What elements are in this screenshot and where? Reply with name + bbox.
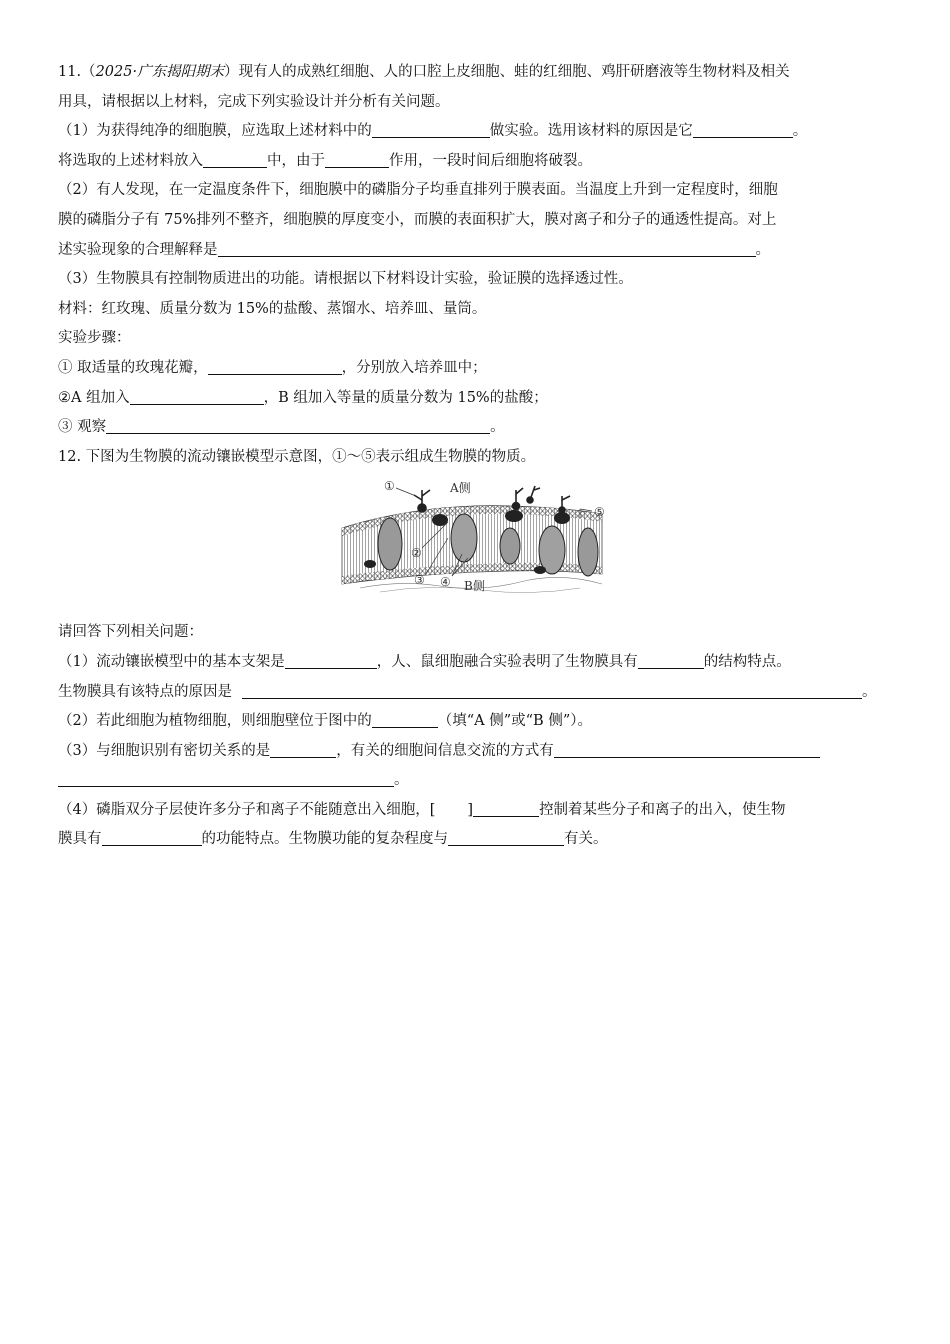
- answer-blank[interactable]: [448, 827, 564, 846]
- q12-part3-line-1: （3）与细胞识别有密切关系的是 ，有关的细胞间信息交流的方式有: [58, 737, 894, 767]
- label-b-side: B侧: [464, 579, 485, 594]
- protein: [451, 514, 477, 562]
- answer-blank[interactable]: [218, 238, 756, 257]
- protein: [500, 528, 520, 564]
- q11-line-1: 11.（2025·广东揭阳期末）现有人的成熟红细胞、人的口腔上皮细胞、蛙的红细胞、鸡肝研磨液等生物材料及相关: [58, 64, 790, 80]
- protein: [378, 518, 402, 570]
- q12-part4-line-2: 膜具有 的功能特点。生物膜功能的复杂程度与 有关。: [58, 825, 894, 855]
- steps-title: 实验步骤：: [58, 330, 131, 347]
- answer-blank[interactable]: [285, 650, 377, 669]
- answer-blank[interactable]: [325, 149, 389, 168]
- materials-line: 材料：红玫瑰、质量分数为 15%的盐酸、蒸馏水、培养皿、量筒。: [58, 300, 487, 317]
- answer-blank[interactable]: [372, 119, 490, 138]
- label-5: ⑤: [594, 505, 605, 520]
- answer-blank[interactable]: [242, 680, 862, 699]
- question-source: 2025·广东揭阳期末: [95, 64, 225, 80]
- q11-part2-line-3: 述实验现象的合理解释是 。: [58, 236, 894, 266]
- q11-part1-line-1: （1）为获得纯净的细胞膜，应选取上述材料中的 做实验。选用该材料的原因是它 。: [58, 117, 894, 147]
- peripheral-protein: [534, 566, 546, 574]
- peripheral-protein: [505, 510, 523, 522]
- label-1: ①: [384, 479, 395, 494]
- worksheet: [58, 58, 894, 855]
- answer-blank[interactable]: [102, 827, 202, 846]
- label-a-side: A侧: [450, 481, 471, 496]
- step-3: ③ 观察 。: [58, 413, 894, 443]
- q12-part2: （2）若此细胞为植物细胞，则细胞壁位于图中的 （填“A 侧”或“B 侧”）。: [58, 707, 894, 737]
- q12-intro: 请回答下列相关问题：: [58, 624, 203, 641]
- q11-part1-line-2: 将选取的上述材料放入 中，由于 作用，一段时间后细胞将破裂。: [58, 147, 894, 177]
- answer-blank[interactable]: [638, 650, 704, 669]
- q12-part3-line-2: 。: [58, 766, 894, 796]
- answer-blank[interactable]: [58, 768, 394, 787]
- answer-blank[interactable]: [130, 386, 264, 405]
- answer-blank[interactable]: [372, 709, 438, 728]
- membrane-figure: [58, 472, 894, 618]
- label-4: ④: [440, 575, 451, 590]
- q11-part2-line-2: 膜的磷脂分子有 75%排列不整齐，细胞膜的厚度变小，而膜的表面积扩大，膜对离子和分子的通透性提高。对上: [58, 211, 777, 228]
- answer-blank[interactable]: [208, 356, 342, 375]
- label-3: ③: [414, 573, 425, 588]
- label-2: ②: [411, 546, 422, 561]
- protein: [578, 528, 598, 576]
- q12-part1-line-1: （1）流动镶嵌模型中的基本支架是 ，人、鼠细胞融合实验表明了生物膜具有 的结构特点。: [58, 648, 894, 678]
- q12-part1-line-2: 生物膜具有该特点的原因是 。: [58, 678, 894, 708]
- answer-blank[interactable]: [106, 415, 490, 434]
- q12-part4-line-1: （4）磷脂双分子层使许多分子和离子不能随意出入细胞，[ ] 控制着某些分子和离子的出入，使生物: [58, 796, 894, 826]
- answer-blank[interactable]: [270, 739, 336, 758]
- step-1: ① 取适量的玫瑰花瓣， ，分别放入培养皿中；: [58, 354, 894, 384]
- q12-stem: 12. 下图为生物膜的流动镶嵌模型示意图，①～⑤表示组成生物膜的物质。: [58, 448, 536, 465]
- answer-blank[interactable]: [554, 739, 820, 758]
- fluid-mosaic-diagram: [340, 476, 605, 596]
- step-2: ②A 组加入 ，B 组加入等量的质量分数为 15%的盐酸；: [58, 384, 894, 414]
- q11-part2-line-1: （2）有人发现，在一定温度条件下，细胞膜中的磷脂分子均垂直排列于膜表面。当温度上升到一定程度时，细胞: [58, 182, 778, 199]
- answer-blank[interactable]: [693, 119, 793, 138]
- peripheral-protein: [364, 560, 376, 568]
- q11-line-2: 用具，请根据以上材料，完成下列实验设计并分析有关问题。: [58, 93, 450, 110]
- q11-part3: （3）生物膜具有控制物质进出的功能。请根据以下材料设计实验，验证膜的选择透过性。: [58, 271, 633, 288]
- answer-blank[interactable]: [203, 149, 267, 168]
- answer-blank[interactable]: [473, 798, 539, 817]
